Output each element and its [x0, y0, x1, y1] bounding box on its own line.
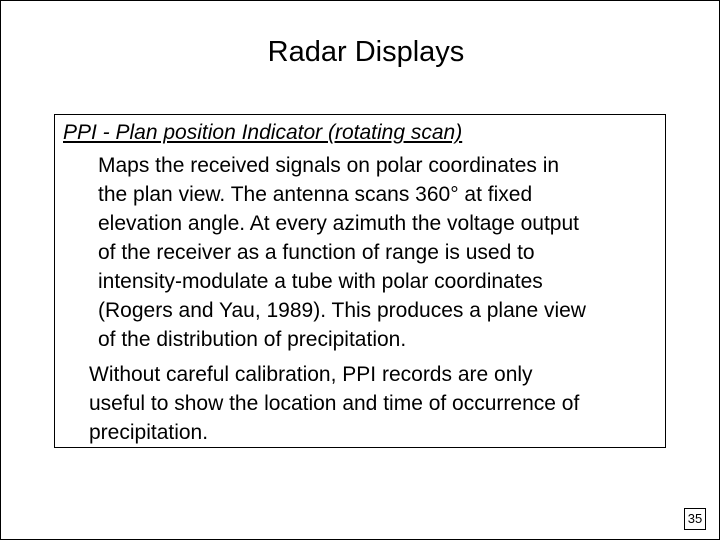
paragraph1-line: intensity-modulate a tube with polar coordinates: [98, 270, 543, 293]
paragraph1-line: elevation angle. At every azimuth the voltage output: [98, 212, 579, 235]
paragraph1-line: (Rogers and Yau, 1989). This produces a plane view: [98, 299, 586, 322]
section-heading: PPI - Plan position Indicator (rotating scan): [63, 121, 463, 144]
paragraph1-line: of the distribution of precipitation.: [98, 328, 407, 351]
paragraph1-line: of the receiver as a function of range is used to: [98, 241, 535, 264]
paragraph1-line: the plan view. The antenna scans 360° at fixed: [98, 183, 533, 206]
paragraph2-line: useful to show the location and time of occurrence of: [89, 392, 580, 415]
paragraph2-line: precipitation.: [89, 421, 209, 444]
paragraph2-line: Without careful calibration, PPI records are only: [89, 363, 533, 386]
page-number: 35: [684, 508, 706, 530]
paragraph1-line: Maps the received signals on polar coordinates in: [98, 154, 560, 177]
content-text-box: [54, 114, 666, 448]
slide-title: Radar Displays: [267, 36, 465, 68]
